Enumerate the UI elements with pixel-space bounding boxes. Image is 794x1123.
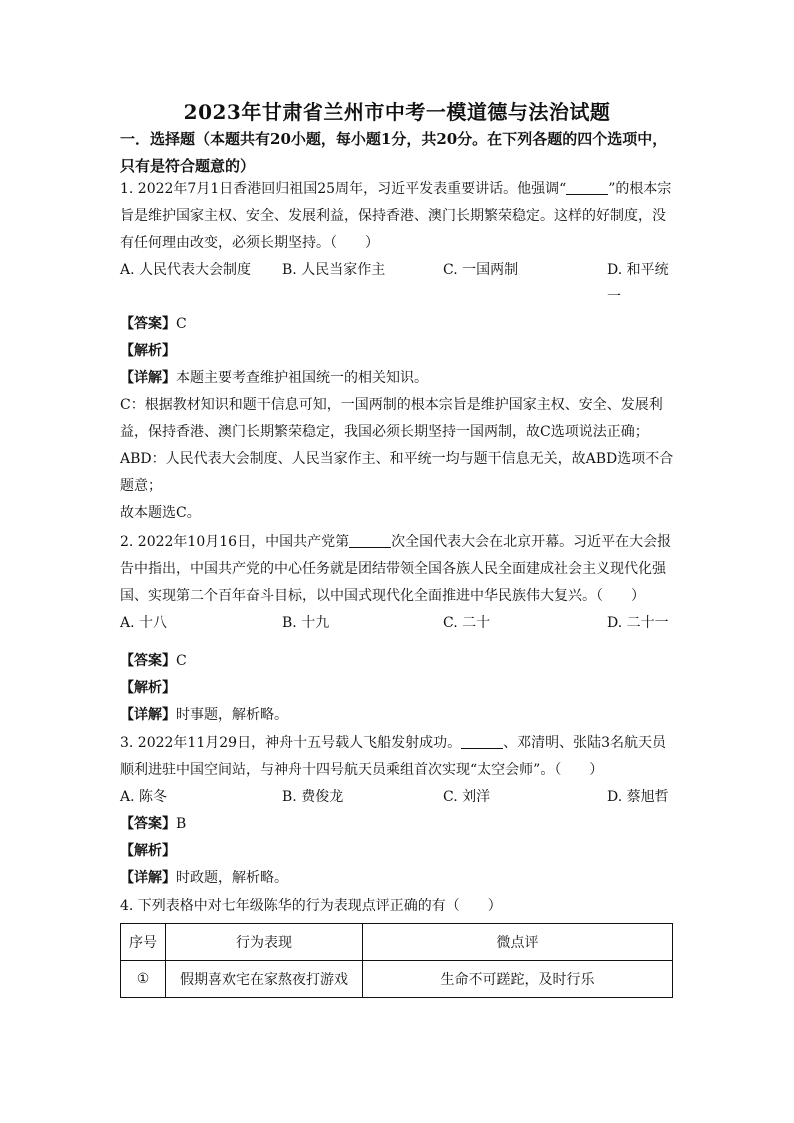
page-title: 2023年甘肃省兰州市中考一模道德与法治试题 (183, 100, 611, 124)
answer-value: C (176, 316, 187, 332)
option-c: C. 一国两制 (443, 262, 519, 278)
detail-text: 本题主要考查维护祖国统一的相关知识。 (176, 370, 428, 386)
question-2-stem (120, 529, 676, 610)
option-b: B. 人民当家作主 (282, 262, 386, 278)
detail-text: 时事题，解析略。 (176, 707, 288, 723)
question-3-stem-part-b: 、邓清明、张陆3名航天员顺利进驻中国空间站，与神舟十四号航天员乘组首次实现“太空会师”。（ ） (120, 735, 666, 778)
answer-label: 【答案】 (120, 316, 176, 332)
behavior-table (120, 923, 673, 998)
question-3-analysis-label: 【解析】 (120, 843, 176, 859)
question-2-detail (120, 702, 680, 729)
answer-value: B (176, 816, 187, 832)
table-header-cell: 序号 (121, 924, 166, 961)
table-header-cell: 微点评 (363, 924, 673, 961)
table-cell: 生命不可蹉跎，及时行乐 (363, 961, 673, 998)
answer-blank (566, 180, 608, 195)
question-1-explain-2: ABD：人民代表大会制度、人民当家作主、和平统一均与题干信息无关，故ABD选项不合题意； (120, 451, 674, 494)
question-1-options (120, 257, 680, 305)
section-heading: 一．选择题（本题共有20小题，每小题1分，共20分。在下列各题的四个选项中，只有是符合题意的） (120, 130, 668, 175)
table-header-row (121, 924, 673, 961)
detail-label: 【详解】 (120, 870, 176, 886)
answer-blank (349, 533, 391, 548)
option-a: A. 十八 (120, 615, 168, 631)
question-3-answer (120, 811, 680, 838)
answer-label: 【答案】 (120, 816, 176, 832)
detail-text: 时政题，解析略。 (176, 870, 288, 886)
option-d: D. 二十一 (607, 615, 669, 631)
question-1-explain-3: 故本题选C。 (120, 505, 201, 521)
option-b: B. 费俊龙 (282, 789, 344, 805)
detail-label: 【详解】 (120, 370, 176, 386)
option-c: C. 刘洋 (443, 789, 491, 805)
option-a: A. 人民代表大会制度 (120, 262, 252, 278)
question-1-stem-part-a: 1. 2022年7月1日香港回归祖国25周年，习近平发表重要讲话。他强调“ (120, 181, 567, 197)
table-header-cell: 行为表现 (166, 924, 363, 961)
question-1-detail (120, 365, 680, 392)
question-2-analysis-label: 【解析】 (120, 680, 176, 696)
question-4-stem: 4. 下列表格中对七年级陈华的行为表现点评正确的有（ ） (120, 898, 502, 914)
option-b: B. 十九 (282, 615, 330, 631)
question-2-answer (120, 648, 680, 675)
option-a: A. 陈冬 (120, 789, 168, 805)
question-2-stem-part-a: 2. 2022年10月16日，中国共产党第 (120, 534, 350, 550)
option-d: D. 和平统一 (607, 262, 669, 305)
question-3-stem (120, 730, 676, 784)
question-2-options (120, 610, 680, 637)
question-3-stem-part-a: 3. 2022年11月29日，神舟十五号载人飞船发射成功。 (120, 735, 462, 751)
table-cell: 假期喜欢宅在家熬夜打游戏 (166, 961, 363, 998)
answer-label: 【答案】 (120, 653, 176, 669)
answer-value: C (176, 653, 187, 669)
question-2-stem-part-b: 次全国代表大会在北京开幕。习近平在大会报告中指出，中国共产党的中心任务就是团结带领全国各族人民全面建成社会主义现代化强国、实现第二个百年奋斗目标，以中国式现代化全面推进中华民族伟大复兴。（ ） (120, 534, 672, 604)
table-cell: ① (121, 961, 166, 998)
table-row (121, 961, 673, 998)
question-3-detail (120, 865, 680, 892)
option-c: C. 二十 (443, 615, 491, 631)
question-1-stem (120, 176, 676, 257)
question-1-analysis-label: 【解析】 (120, 343, 176, 359)
answer-blank (461, 734, 503, 749)
question-1-explain-1: C：根据教材知识和题干信息可知，一国两制的根本宗旨是维护国家主权、安全、发展利益，保持香港、澳门长期繁荣稳定，我国必须长期坚持一国两制，故C选项说法正确； (120, 397, 663, 440)
question-1-stem-part-b: ”的根本宗旨是维护国家主权、安全、发展利益，保持香港、澳门长期繁荣稳定。这样的好制度，没有任何理由改变，必须长期坚持。（ ） (120, 181, 672, 251)
detail-label: 【详解】 (120, 707, 176, 723)
question-3-options (120, 784, 680, 811)
question-1-answer (120, 311, 680, 338)
option-d: D. 蔡旭哲 (607, 789, 669, 805)
